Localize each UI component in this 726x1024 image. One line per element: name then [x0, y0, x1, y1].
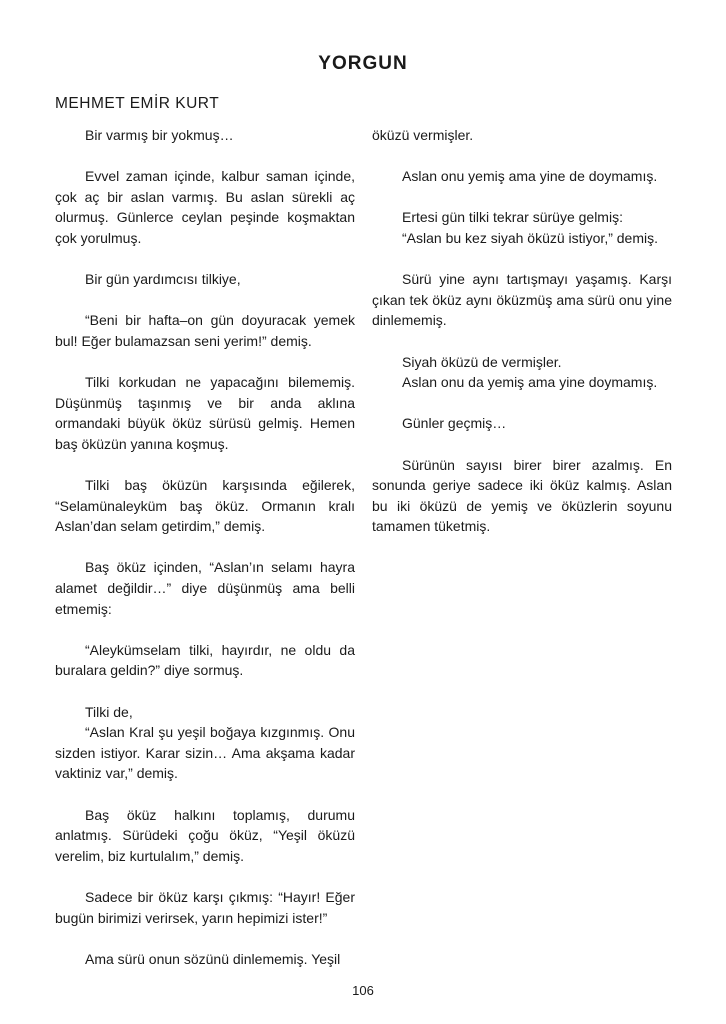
paragraph: Bir varmış bir yokmuş…	[85, 127, 234, 143]
paragraph: Tilki korkudan ne yapacağını bilememiş. Düşünmüş taşınmış ve bir anda aklına ormandaki büyük öküz sürüsü gelmiş. Hemen baş öküzün yanına koşmuş.	[55, 374, 355, 452]
paragraph: Sadece bir öküz karşı çıkmış: “Hayır! Eğer bugün birimizi verirsek, yarın hepimizi ister!”	[55, 888, 355, 926]
paragraph: Evvel zaman içinde, kalbur saman içinde, çok aç bir aslan varmış. Bu aslan sürekli aç olurmuş. Günlerce ceylan peşinde koşmaktan çok yorulmuş.	[55, 168, 355, 246]
paragraph: Sürünün sayısı birer birer azalmış. En sonunda geriye sadece iki öküz kalmış. Aslan bu iki öküzü de yemiş ve öküzlerin soyunu tamamen tüketmiş.	[372, 456, 672, 535]
paragraph: Günler geçmiş…	[402, 415, 507, 432]
paragraph: Ertesi gün tilki tekrar sürüye gelmiş:	[402, 209, 623, 226]
paragraph: Aslan onu yemiş ama yine de doymamış.	[402, 168, 658, 185]
paragraph: Tilki baş öküzün karşısında eğilerek, “Selamünaleyküm baş öküz. Ormanın kralı Aslan’dan selam getirdim,” demiş.	[55, 477, 355, 535]
paragraph: “Beni bir hafta–on gün doyuracak yemek bul! Eğer bulamazsan seni yerim!” demiş.	[55, 312, 355, 349]
paragraph: Siyah öküzü de vermişler.	[402, 353, 562, 370]
left-column	[55, 125, 355, 990]
right-column	[372, 125, 672, 557]
paragraph: “Aslan bu kez siyah öküzü istiyor,” demiş.	[402, 229, 658, 246]
paragraph: Baş öküz halkını toplamış, durumu anlatmış. Sürüdeki çoğu öküz, “Yeşil öküzü verelim, biz kurtulalım,” demiş.	[55, 806, 355, 864]
paragraph: Aslan onu da yemiş ama yine doymamış.	[402, 374, 658, 391]
page-number: 106	[352, 983, 374, 998]
paragraph: öküzü vermişler.	[372, 127, 474, 143]
paragraph: Baş öküz içinden, “Aslan’ın selamı hayra alamet değildir…” diye düşünmüş ama belli etmemiş:	[55, 559, 355, 617]
paragraph: Tilki de,	[85, 703, 133, 720]
story-title: YORGUN	[318, 53, 408, 74]
author-name: MEHMET EMİR KURT	[55, 95, 220, 112]
paragraph: Bir gün yardımcısı tilkiye,	[85, 271, 241, 288]
paragraph: “Aleykümselam tilki, hayırdır, ne oldu da buralara geldin?” diye sormuş.	[55, 641, 355, 679]
paragraph: Ama sürü onun sözünü dinlememiş. Yeşil	[85, 950, 341, 967]
paragraph: “Aslan Kral şu yeşil boğaya kızgınmış. Onu sizden istiyor. Karar sizin… Ama akşama kadar vaktiniz var,” demiş.	[55, 724, 355, 782]
paragraph: Sürü yine aynı tartışmayı yaşamış. Karşı çıkan tek öküz aynı öküzmüş ama sürü onu yine dinlememiş.	[372, 271, 672, 329]
